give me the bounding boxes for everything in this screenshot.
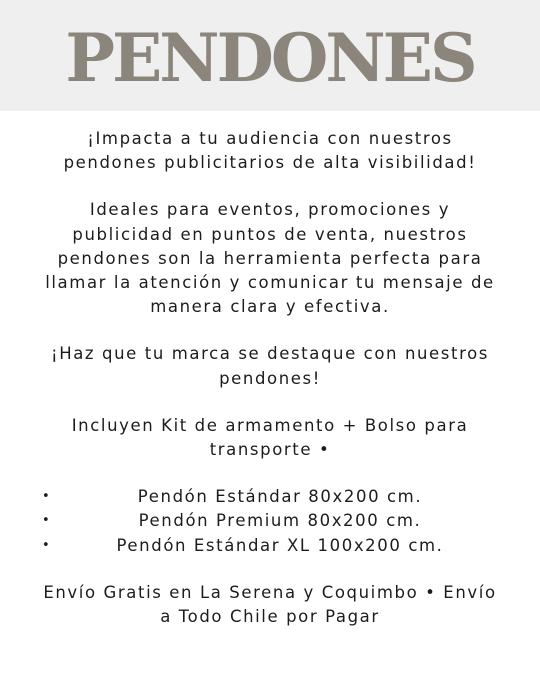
ideal-line: pendones son la herramienta perfecta para [57,248,483,268]
header-banner [0,0,540,111]
shipping-line: Envío Gratis en La Serena y Coquimbo • Envío [43,582,497,602]
kit-line: Incluyen Kit de armamento + Bolso para [71,415,469,435]
product-label: Pendón Estándar XL 100x200 cm. [116,535,444,555]
brand-line: ¡Haz que tu marca se destaque con nuestros [50,344,489,364]
list-item [24,534,516,558]
intro-line: ¡Impacta a tu audiencia con nuestros [87,129,453,148]
ideal-line: manera clara y efectiva. [150,297,390,317]
shipping-paragraph [24,581,516,629]
list-item [24,485,516,509]
list-item [24,509,516,533]
ideal-line: llamar la atención y comunicar tu mensaje de [45,273,495,293]
kit-paragraph [24,414,516,462]
ideal-line: publicidad en puntos de venta, nuestros [72,224,468,244]
brand-paragraph [24,342,516,390]
brand-line: pendones! [219,368,321,388]
shipping-line: a Todo Chile por Pagar [160,607,380,627]
page-title: PENDONES [65,18,475,97]
kit-line: transporte • [209,440,331,460]
content-body [0,111,540,629]
intro-line: pendones publicitarios de alta visibilidad! [63,153,477,173]
ideal-paragraph [24,198,516,319]
ideal-line: Ideales para eventos, promociones y [89,200,451,220]
bullet-icon: • [42,537,52,553]
intro-paragraph [24,127,516,175]
product-label: Pendón Estándar 80x200 cm. [137,487,423,507]
product-label: Pendón Premium 80x200 cm. [138,511,422,531]
bullet-icon: • [42,489,52,505]
bullet-icon: • [42,513,52,529]
product-list [24,485,516,558]
